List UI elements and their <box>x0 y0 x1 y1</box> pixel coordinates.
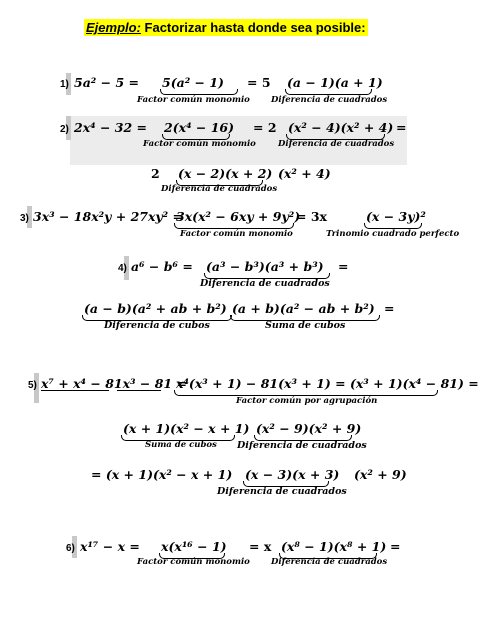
ex2-number: 2) <box>60 124 69 135</box>
ex5-line3-rest: (x² + 9) <box>354 467 407 482</box>
ex5-lhs: x⁷ + x⁴ − 81x³ − 81 = <box>41 376 187 391</box>
ex4-eq2: = <box>384 301 395 316</box>
ex6-step1: x(x¹⁶ − 1) <box>161 539 227 554</box>
ex5-underline1 <box>41 390 109 391</box>
ex4-eq: = <box>338 259 349 274</box>
ex5-step1: x⁴(x³ + 1) − 81(x³ + 1) = (x³ + 1)(x⁴ − 81) = <box>176 376 479 391</box>
ex4-step2b: (a + b)(a² − ab + b²) <box>232 301 375 316</box>
ex4-number: 4) <box>118 263 127 274</box>
ex2-eq2: = <box>396 120 407 135</box>
ex1-label2: Diferencia de cuadrados <box>271 95 388 105</box>
ex5-step2a: (x + 1)(x² − x + 1) <box>123 421 250 436</box>
ex5-line3-step: (x − 3)(x + 3) <box>245 467 340 482</box>
ex2-label2: Diferencia de cuadrados <box>278 139 395 149</box>
ex1-label1: Factor común monomio <box>137 95 250 105</box>
title-text: Factorizar hasta donde sea posible: <box>140 20 366 35</box>
ex2-step1: 2(x⁴ − 16) <box>164 120 235 135</box>
ex3-label1: Factor común monomio <box>180 229 293 239</box>
ex6-label1: Factor común monomio <box>137 557 250 567</box>
ex4-lhs: a⁶ − b⁶ = <box>131 259 193 274</box>
ex5-label2b: Diferencia de cuadrados <box>237 440 367 451</box>
ex5-label2a: Suma de cubos <box>145 440 217 450</box>
ex3-step2: (x − 3y)² <box>366 209 426 224</box>
ex4-step1: (a³ − b³)(a³ + b³) <box>206 259 324 274</box>
ex5-label3: Diferencia de cuadrados <box>217 486 347 497</box>
ex2-lhs: 2x⁴ − 32 = <box>74 120 148 135</box>
ex1-number: 1) <box>60 79 69 90</box>
ex5-number: 5) <box>28 380 37 391</box>
ex1-eq: = 5 <box>247 75 271 90</box>
ex6-number: 6) <box>66 543 75 554</box>
ex2-line2-coef: 2 <box>151 166 160 181</box>
ex6-eq: = x <box>249 539 272 554</box>
ex1-step2: (a − 1)(a + 1) <box>287 75 383 90</box>
ex2-line2-rest: (x² + 4) <box>278 166 331 181</box>
ex2-line2-label: Diferencia de cuadrados <box>161 184 278 194</box>
ex6-lhs: x¹⁷ − x = <box>80 539 140 554</box>
ex3-number: 3) <box>20 213 29 224</box>
ex2-line2-step: (x − 2)(x + 2) <box>178 166 273 181</box>
ex6-step2: (x⁸ − 1)(x⁸ + 1) <box>281 539 387 554</box>
ex4-label2b: Suma de cubos <box>265 320 346 331</box>
ex2-label1: Factor común monomio <box>143 139 256 149</box>
ex2-step2: (x² − 4)(x² + 4) <box>288 120 394 135</box>
ex3-eq: = 3x <box>296 209 327 224</box>
ex4-label1: Diferencia de cuadrados <box>200 278 330 289</box>
ex6-label2: Diferencia de cuadrados <box>271 557 388 567</box>
ex4-label2a: Diferencia de cubos <box>104 320 210 331</box>
title-prefix: Ejemplo: <box>86 20 141 35</box>
ex3-lhs: 3x³ − 18x²y + 27xy² = <box>33 209 183 224</box>
page-title <box>84 19 368 36</box>
ex5-line3-lhs: = (x + 1)(x² − x + 1) <box>91 467 233 482</box>
ex3-step1: 3x(x² − 6xy + 9y²) <box>176 209 301 224</box>
ex5-step2b: (x² − 9)(x² + 9) <box>256 421 362 436</box>
ex3-label2: Trinomio cuadrado perfecto <box>326 229 460 239</box>
ex5-label1: Factor común por agrupación <box>236 396 378 406</box>
ex1-lhs: 5a² − 5 = <box>74 75 139 90</box>
ex2-eq: = 2 <box>253 120 277 135</box>
ex1-step1: 5(a² − 1) <box>162 75 224 90</box>
ex6-eq2: = <box>390 539 401 554</box>
ex4-step2a: (a − b)(a² + ab + b²) <box>84 301 227 316</box>
ex5-underline2 <box>117 390 161 391</box>
